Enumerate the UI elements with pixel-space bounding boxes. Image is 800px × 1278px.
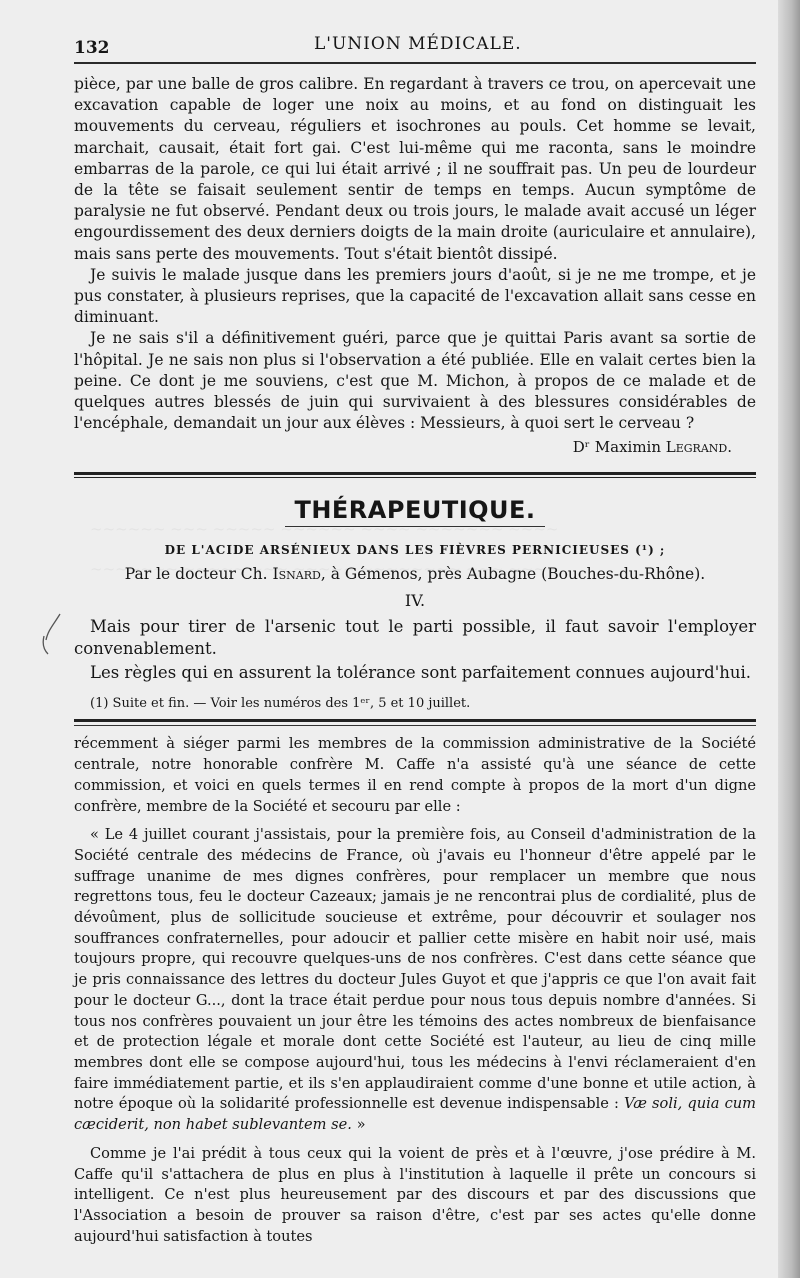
paragraph: pièce, par une balle de gros calibre. En regardant à travers ce trou, on apercevait une excavation capable de loger une noix au moins, et au fond on distinguait les mouvements du cerveau, réguliers et isochrones au pouls. Cet homme se levait, marchait, causait, était fort gai. C'est lui-même qui me raconta, sans le moindre embarras de la parole, ce qui lui était arrivé ; il ne souffrait pas. Un peu de lourdeur de la tête se faisait seulement sentir de temps en temps. Aucun symptôme de paralysie ne fut observé. Pendant deux ou trois jours, le malade avait accusé un léger engourdissement des deux derniers doigts de la main droite (auriculaire et annulaire), mais sans perte des mouvements. Tout s'était bientôt dissipé.	[74, 75, 756, 263]
quoted-paragraph	[74, 825, 756, 1136]
page-edge-shadow	[778, 0, 800, 1278]
signature-prefix: Dʳ Maximin	[572, 438, 666, 457]
running-header	[74, 24, 756, 64]
author-name: Isnard	[272, 565, 321, 584]
byline-prefix: Par le docteur Ch.	[124, 565, 273, 584]
paragraph: Je ne sais s'il a définitivement guéri, parce que je quittai Paris avant sa sortie de l'hôpital. Je ne sais non plus si l'observation a été publiée. Elle en valait certes bien la peine. Ce dont je me souviens, c'est que M. Michon, à propos de ce malade et de quelques autres blessés de juin qui survivaient à des blessures considérables de l'encéphale, demandait un jour aux élèves : Messieurs, à quoi sert le cerveau ?	[74, 329, 756, 433]
quote-text: « Le 4 juillet courant j'assistais, pour la première fois, au Conseil d'administration de la Société centrale des médecins de France, où j'avais eu l'honneur d'être appelé par le suffrage unanime de mes dignes confrères, pour remplacer un membre que nous regrettons tous, feu le docteur Cazeaux; jamais je ne rencontrai plus de cordialité, plus de dévoûment, plus de sollicitude soucieuse et extrême, pour découvrir et soulager nos souffrances confraternelles, pour adoucir et pallier cette misère en habit noir usé, mais toujours propre, qui recouvre quelques-uns de nos confrères. C'est dans cette séance que je pris connaissance des lettres du docteur Jules Guyot et que j'appris ce que l'on avait fait pour le docteur G..., dont la trace était perdue pour nous tous depuis nombre d'années. Si tous nos confrères pouvaient un jour être les témoins des actes nombreux de bienfaisance et de protection légale et morale dont cette Société est l'auteur, au lieu de cinq mille membres dont elle se compose aujourd'hui, tous les médecins à l'envi réclameraient d'en faire immédiatement partie, et ils s'en applaudiraient comme d'une bonne et utile action, à notre époque où la solidarité professionnelle est devenue indispensable :	[74, 826, 756, 1113]
journal-title: L'UNION MÉDICALE.	[314, 34, 522, 54]
section-divider	[74, 472, 756, 478]
therapeutique-article	[74, 616, 756, 684]
article-title: DE L'ACIDE ARSÉNIEUX DANS LES FIÈVRES PERNICIEUSES (¹) ;	[164, 543, 666, 558]
page-content	[74, 24, 756, 1247]
part-number: IV.	[404, 591, 426, 611]
paragraph: Les règles qui en assurent la tolérance sont parfaitement connues aujourd'hui.	[90, 663, 752, 683]
second-article	[74, 734, 756, 1247]
page-number: 132	[74, 38, 110, 58]
column-divider	[74, 719, 756, 722]
title-underline	[285, 526, 545, 527]
pen-mark-icon	[38, 610, 68, 660]
quote-close: »	[351, 1116, 366, 1134]
paragraph: Comme je l'ai prédit à tous ceux qui la voient de près et à l'œuvre, j'ose prédire à M. Caffe qu'il s'attachera de plus en plus à l'institution à laquelle il prête un concours si intelligent. Ce n'est plus heureusement par des discours et par des discussions que l'Association a besoin de prouver sa raison d'être, c'est par ses actes qu'elle donne aujourd'hui satisfaction à toutes	[74, 1144, 756, 1245]
column-divider-thin	[74, 725, 756, 726]
section-title: THÉRAPEUTIQUE.	[294, 496, 536, 525]
paragraph: Je suivis le malade jusque dans les premiers jours d'août, si je ne me trompe, et je pus constater, à plusieurs reprises, que la capacité de l'excavation allait sans cesse en diminuant.	[74, 265, 756, 327]
signature	[74, 438, 732, 456]
byline-suffix: , à Gémenos, près Aubagne (Bouches-du-Rhône).	[320, 565, 706, 584]
byline	[74, 565, 756, 583]
signature-name: Legrand.	[665, 438, 732, 457]
footnote: (1) Suite et fin. — Voir les numéros des 1ᵉʳ, 5 et 10 juillet.	[90, 696, 471, 712]
latin-quote: Væ soli, quia cum cæciderit, non habet sublevantem se.	[74, 1095, 756, 1134]
top-article	[74, 74, 756, 456]
paragraph: récemment à siéger parmi les membres de la commission administrative de la Société centrale, notre honorable confrère M. Caffe n'a assisté qu'à une séance de cette commission, et voici en quels termes il en rend compte à propos de la mort d'un digne confrère, membre de la Société et secouru par elle :	[74, 735, 756, 815]
paragraph: Mais pour tirer de l'arsenic tout le parti possible, il faut savoir l'employer convenablement.	[74, 617, 756, 659]
